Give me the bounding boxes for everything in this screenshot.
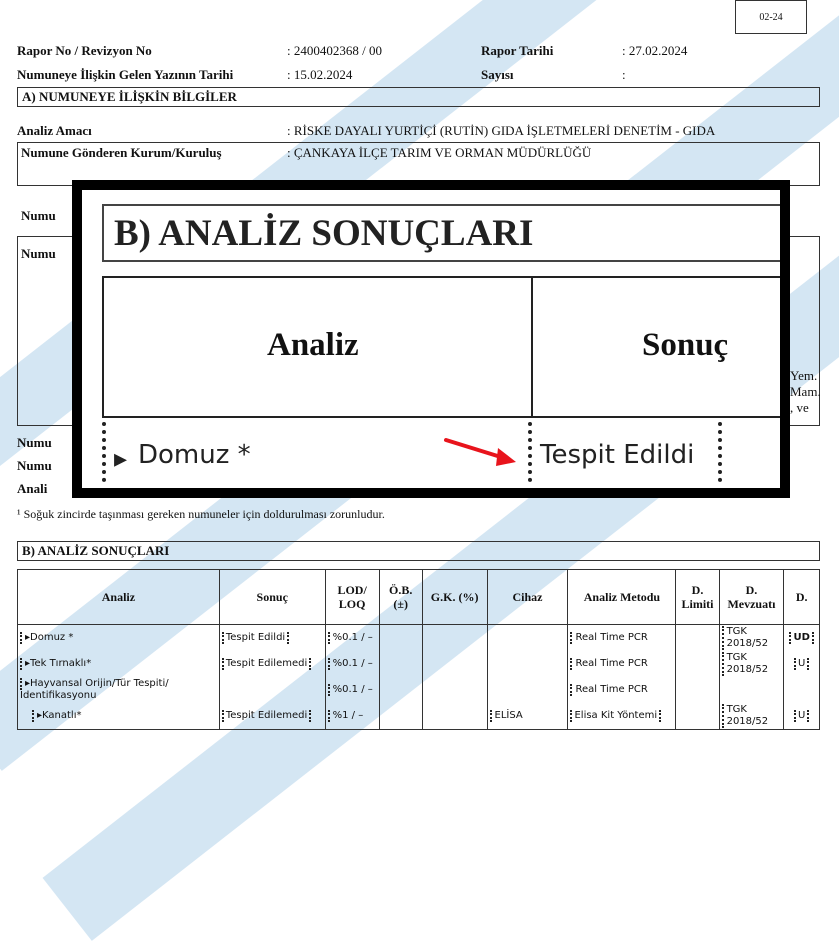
zoom-col-sonuc: Sonuç — [642, 327, 729, 363]
column-header: D. — [784, 570, 820, 625]
right-text: Yem. — [790, 368, 818, 383]
partial-label: Numu — [17, 435, 52, 450]
cell-sonuc: Tespit Edildi — [222, 632, 289, 644]
cell-analiz: Domuz * — [30, 632, 74, 643]
partial-label: Anali — [17, 481, 48, 496]
results-table — [17, 569, 820, 730]
section-b-title-box — [17, 541, 820, 561]
cell-d: U — [794, 658, 809, 670]
table-row: ▸Tek Tırnaklı* Tespit Edilemedi %0.1 / – Real Time PCR TGK 2018/52 U — [18, 651, 820, 677]
report-no-label: Rapor No / Revizyon No — [17, 43, 152, 58]
sender-value: : ÇANKAYA İLÇE TARIM VE ORMAN MÜDÜRLÜĞÜ — [287, 145, 592, 160]
cell-d: U — [794, 710, 809, 722]
zoom-column-divider — [531, 276, 533, 418]
letter-date-label: Numuneye İlişkin Gelen Yazının Tarihi — [17, 67, 234, 82]
column-header: G.K. (%) — [422, 570, 487, 625]
zoom-row-sonuc: Tespit Edildi — [540, 440, 695, 470]
report-date-label: Rapor Tarihi — [481, 43, 554, 58]
column-header: LOD/ LOQ — [325, 570, 379, 625]
partial-label: Numu — [17, 458, 52, 473]
zoom-title: B) ANALİZ SONUÇLARI — [114, 213, 534, 254]
cell-analiz: Tek Tırnaklı* — [30, 658, 92, 669]
column-header: Ö.B. (±) — [379, 570, 422, 625]
column-header: D. Limiti — [676, 570, 719, 625]
column-header: Sonuç — [219, 570, 325, 625]
column-header: Analiz Metodu — [568, 570, 676, 625]
table-row: ▸Domuz * Tespit Edildi %0.1 / – Real Time PCR TGK 2018/52 UD — [18, 625, 820, 652]
cell-metod: Elisa Kit Yöntemi — [570, 710, 661, 722]
table-row: ▸Kanatlı* Tespit Edilemedi %1 / – ELİSA Elisa Kit Yöntemi TGK 2018/52 U — [18, 703, 820, 730]
cell-sonuc: Tespit Edilemedi — [222, 710, 311, 722]
cell-metod: Real Time PCR — [570, 684, 647, 696]
right-text: Mam. — [790, 384, 821, 399]
purpose-label: Analiz Amacı — [17, 123, 92, 138]
sender-label: Numune Gönderen Kurum/Kuruluş — [21, 145, 222, 160]
document-code: 02-24 — [759, 11, 783, 23]
cell-analiz: Hayvansal Orijin/Tür Tespiti/İdentifikasyonu — [20, 678, 169, 701]
zoom-title-box — [102, 204, 780, 262]
cell-metod: Real Time PCR — [570, 658, 647, 670]
column-header: D. Mevzuatı — [719, 570, 784, 625]
cell-metod: Real Time PCR — [570, 632, 647, 644]
partial-label: Numu — [21, 246, 56, 261]
column-header: Cihaz — [487, 570, 568, 625]
cell-lod: %0.1 / – — [328, 684, 373, 696]
zoom-inset — [72, 180, 790, 498]
partial-label: Numu — [21, 208, 56, 223]
count-label: Sayısı — [481, 67, 514, 82]
cell-mevzuat: TGK 2018/52 — [722, 626, 782, 650]
footnote: ¹ Soğuk zincirde taşınması gereken numuneler için doldurulması zorunludur. — [17, 507, 385, 521]
cell-lod: %0.1 / – — [328, 632, 373, 644]
section-b-title: B) ANALİZ SONUÇLARI — [22, 543, 170, 558]
letter-date-value: : 15.02.2024 — [287, 67, 353, 82]
cell-sonuc: Tespit Edilemedi — [222, 658, 311, 670]
section-a-title-box — [17, 87, 820, 107]
purpose-value: : RİSKE DAYALI YURTİÇİ (RUTİN) GIDA İŞLETMELERİ DENETİM - GIDA — [287, 123, 716, 138]
zoom-row-left-dots — [102, 422, 106, 482]
column-header: Analiz — [18, 570, 220, 625]
arrow-icon — [442, 434, 522, 474]
zoom-row-bullet: ▸ — [114, 444, 128, 474]
count-value: : — [622, 67, 626, 82]
cell-d: UD — [789, 632, 813, 644]
zoom-inset-content — [82, 190, 780, 488]
right-text: , ve — [790, 400, 809, 415]
cell-mevzuat: TGK 2018/52 — [722, 704, 782, 728]
cell-mevzuat: TGK 2018/52 — [722, 652, 782, 676]
section-a-title: A) NUMUNEYE İLİŞKİN BİLGİLER — [22, 89, 237, 104]
cell-lod: %0.1 / – — [328, 658, 373, 670]
report-no-value: : 2400402368 / 00 — [287, 43, 382, 58]
zoom-row-analiz: Domuz * — [138, 440, 251, 470]
document-code-box — [735, 0, 807, 34]
cell-analiz: Kanatlı* — [42, 710, 82, 721]
table-header-row — [18, 570, 820, 625]
zoom-col-analiz: Analiz — [267, 327, 359, 363]
cell-cihaz: ELİSA — [490, 710, 523, 722]
cell-lod: %1 / – — [328, 710, 364, 722]
table-row: ▸Hayvansal Orijin/Tür Tespiti/İdentifikasyonu %0.1 / – Real Time PCR — [18, 677, 820, 703]
report-date-value: : 27.02.2024 — [622, 43, 688, 58]
